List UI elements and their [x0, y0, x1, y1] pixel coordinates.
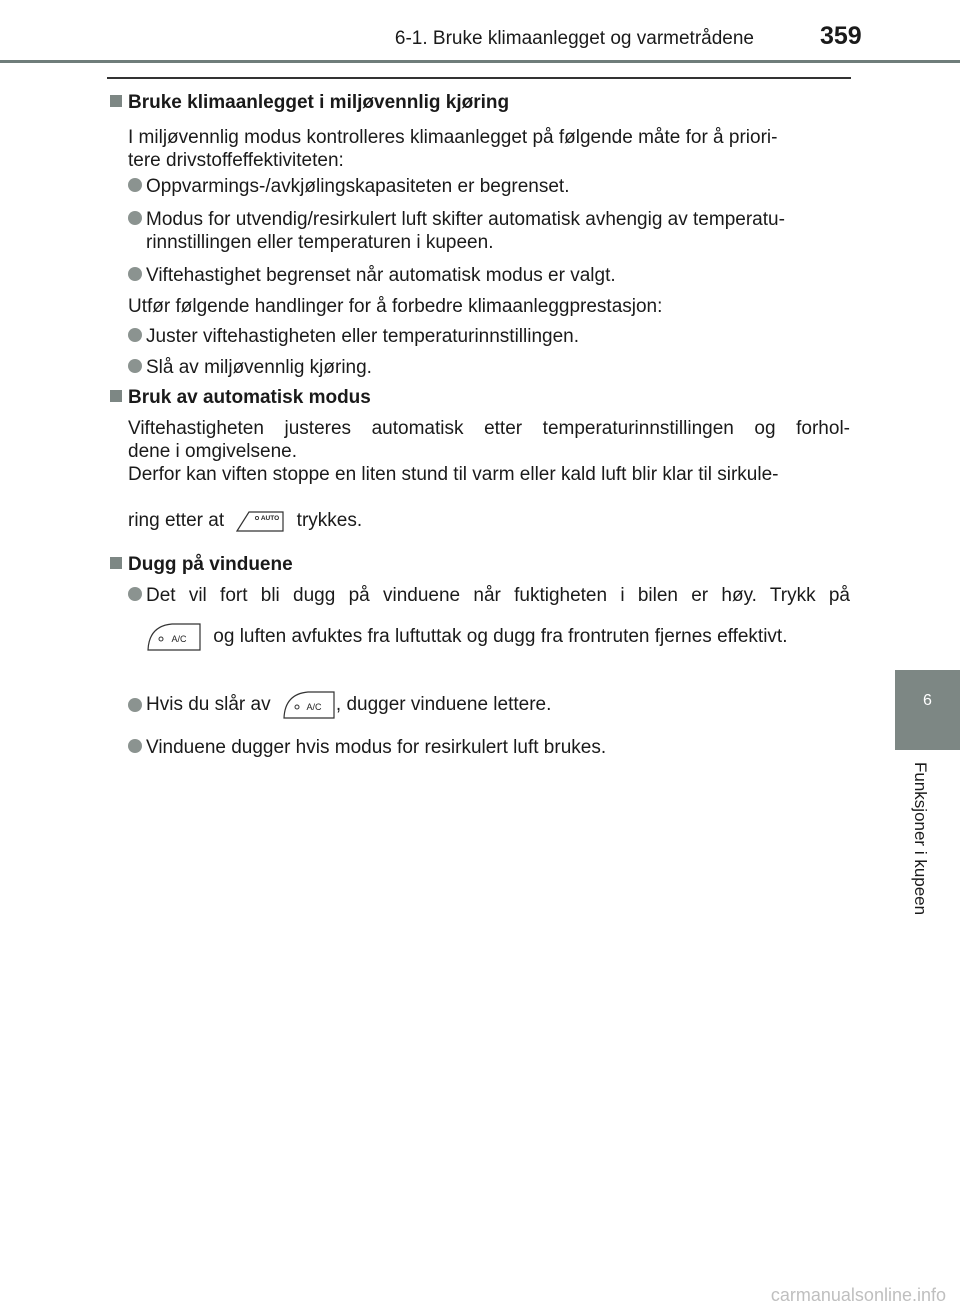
bullet-dot-icon: [128, 698, 142, 712]
list-item-cont: [146, 622, 787, 652]
bullet-dot-icon: [128, 359, 142, 373]
auto-button-label: AUTO: [261, 514, 280, 522]
chapter-tab[interactable]: [895, 670, 960, 750]
ac-button-icon: [282, 690, 336, 720]
chapter-number: 6: [923, 692, 932, 709]
content-top-rule: [107, 77, 851, 79]
auto-paragraph-1: [128, 417, 850, 463]
square-bullet-icon: [110, 557, 122, 569]
list-item: [128, 356, 850, 379]
bullet-dot-icon: [128, 178, 142, 192]
bullet-dot-icon: [128, 739, 142, 753]
chapter-label: Funksjoner i kupeen: [911, 762, 930, 916]
auto-paragraph-2-cont: [128, 506, 850, 536]
section-title: Bruk av automatisk modus: [128, 387, 371, 408]
bullet-dot-icon: [128, 211, 142, 225]
running-header: 6-1. Bruke klimaanlegget og varmetrådene: [394, 28, 754, 49]
list-item-text: Oppvarmings-/avkjølingskapasiteten er begrenset.: [146, 176, 570, 197]
ac-button-icon: [146, 622, 202, 652]
list-item: [128, 325, 850, 348]
eco-mid-text: Utfør følgende handlinger for å forbedre klimaanleggprestasjon:: [128, 296, 663, 317]
text-fragment: ring etter at: [128, 510, 225, 531]
bullet-dot-icon: [128, 587, 142, 601]
list-item: [128, 264, 850, 287]
ac-button-label: A/C: [171, 634, 187, 644]
page-number: 359: [820, 22, 862, 50]
header-rule: [0, 60, 960, 63]
bullet-dot-icon: [128, 328, 142, 342]
list-item-text: Juster viftehastigheten eller temperaturinnstillingen.: [146, 326, 580, 347]
list-item-text: og luften avfuktes fra luftuttak og dugg fra frontruten fjernes effektivt.: [213, 626, 788, 648]
text-line: tere drivstoffeffektiviteten:: [128, 150, 344, 171]
list-item-text: Vinduene dugger hvis modus for resirkulert luft brukes.: [146, 737, 607, 758]
ac-button-label: A/C: [306, 702, 322, 712]
list-item-text: Det vil fort bli dugg på vinduene når fuktigheten i bilen er høy. Trykk på: [146, 585, 850, 606]
section-heading-auto: [110, 387, 371, 409]
footer-watermark: carmanualsonline.info: [770, 1285, 946, 1305]
text-line: I miljøvennlig modus kontrolleres klimaanlegget på følgende måte for å priori-: [128, 127, 778, 148]
text-line: Derfor kan viften stoppe en liten stund til varm eller kald luft blir klar til sirkule-: [128, 464, 779, 485]
eco-intro: [128, 126, 850, 172]
text-line: dene i omgivelsene.: [128, 441, 297, 462]
text-fragment: trykkes.: [296, 510, 363, 531]
list-item-text: rinnstillingen eller temperaturen i kupeen.: [146, 232, 494, 253]
list-item-text: Viftehastighet begrenset når automatisk modus er valgt.: [146, 265, 616, 286]
list-item: [128, 736, 850, 759]
section-heading-fog: [110, 554, 293, 576]
square-bullet-icon: [110, 95, 122, 107]
list-item: [128, 690, 850, 720]
list-item-text: , dugger vinduene lettere.: [335, 694, 552, 716]
list-item-text: Slå av miljøvennlig kjøring.: [146, 357, 372, 378]
section-title: Dugg på vinduene: [128, 554, 293, 575]
square-bullet-icon: [110, 390, 122, 402]
auto-button-icon: [235, 509, 285, 533]
auto-paragraph-2: [128, 463, 850, 486]
text-line: Viftehastigheten justeres automatisk etter temperaturinnstillingen og forhol-: [128, 418, 850, 439]
list-item: [128, 175, 850, 198]
list-item-text: Modus for utvendig/resirkulert luft skifter automatisk avhengig av temperatu-: [146, 209, 785, 230]
bullet-dot-icon: [128, 267, 142, 281]
list-item-text: Hvis du slår av: [146, 694, 271, 716]
list-item: [128, 584, 850, 607]
section-heading-eco: [110, 92, 509, 114]
section-title: Bruke klimaanlegget i miljøvennlig kjøring: [128, 92, 510, 113]
list-item: [128, 208, 850, 254]
